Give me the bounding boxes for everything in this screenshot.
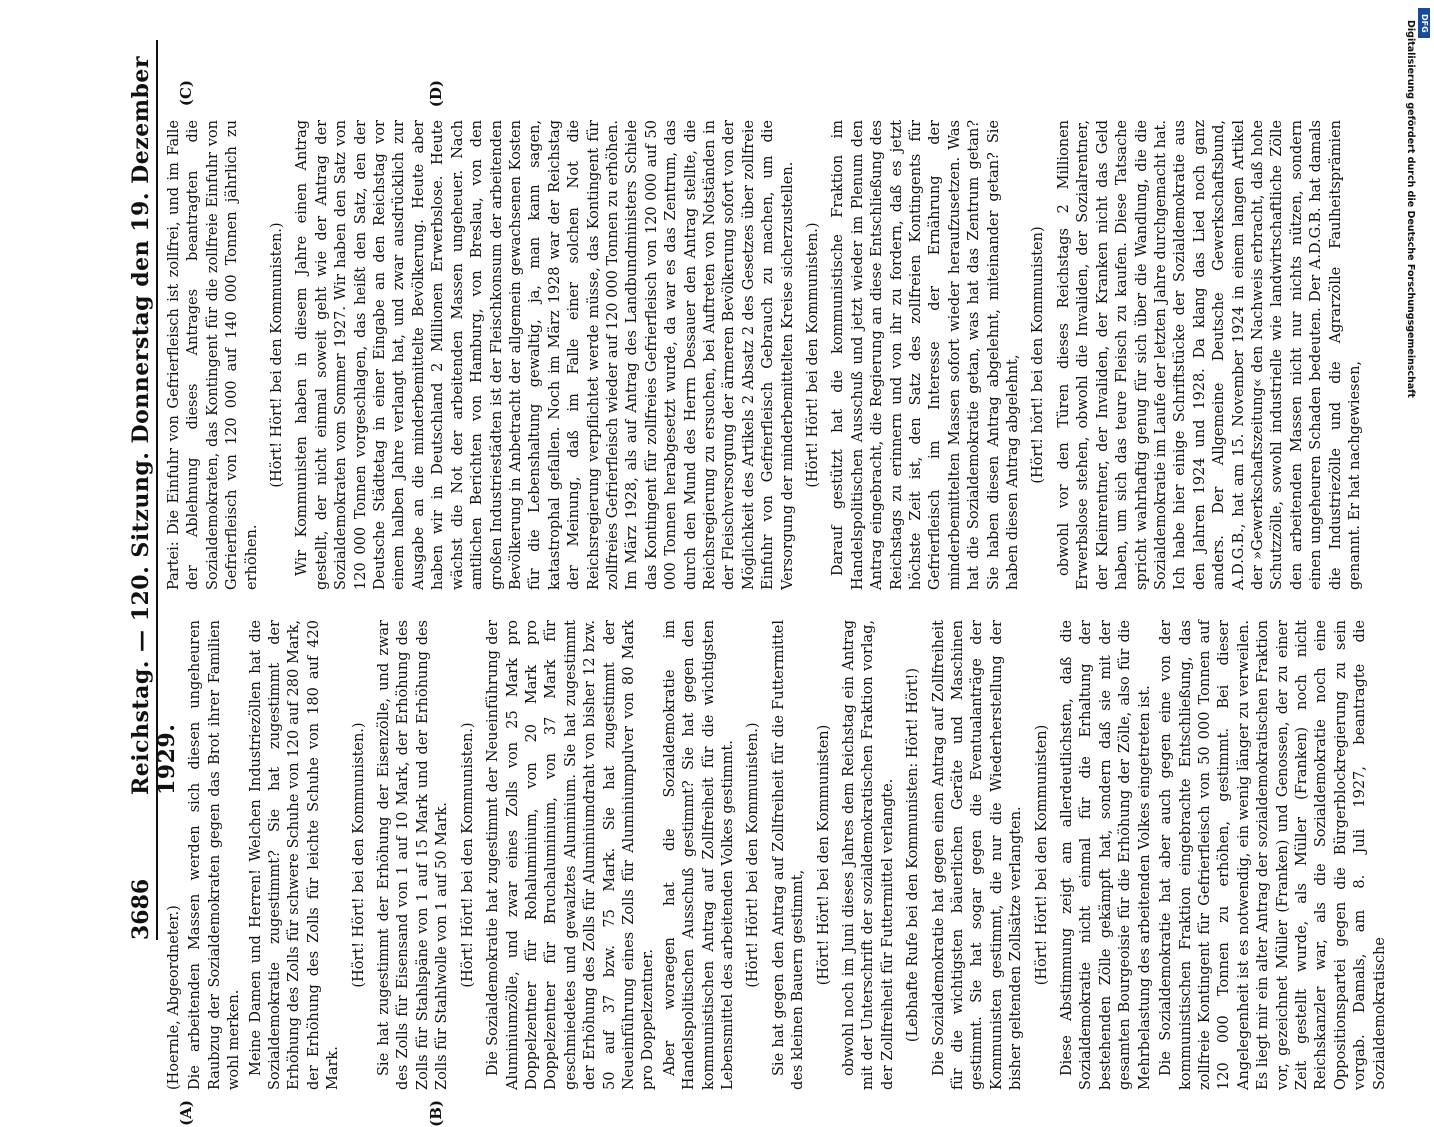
paragraph: (Hoernle, Abgeordneter.)	[166, 905, 182, 1090]
page-header	[118, 40, 180, 940]
paragraph: obwohl vor den Türen dieses Reichstags 2 Millionen Erwerbslose stehen, obwohl die Invaliden, der Sozialrentner, der Kleinrentner, der Invaliden, der Kranken nicht das Geld haben, um sich das teure Fleisch zu kaufen. Diese Tatsache spricht wahrhaftig genug für sich über die Wandlung, die die Sozialdemokratie im Laufe der letzten Jahre durchgemacht hat. Ich habe hier einige Schriftstücke der Sozialdemokratie aus den Jahren 1924 und 1928. Da klang das Lied noch ganz anders. Der Allgemeine Deutsche Gewerkschaftsbund, A.D.G.B., hat am 15. November 1924 in einem langen Artikel der »Gewerkschaftszeitung« den Nachweis erbracht, daß hohe Schutzzölle, sowohl industrielle wie landwirtschaftliche Zölle den arbeitenden Massen nicht nur nichts nützen, sondern einen ungeheuren Schaden bedeuten. Der A.D.G.B. hat damals die Industriezölle und die Agrarzölle Faulheitsprämien genannt. Er hat nachgewiesen,	[1055, 120, 1363, 590]
paragraph: Die Sozialdemokratie hat zugestimmt der Neueinführung der Aluminiumzölle, und zwar eines Zolls von 25 Mark pro Doppelzentner für Rohaluminium, von 20 Mark pro Doppelzentner für Bruchaluminium, von 37 Mark für geschmiedetes und gewalztes Aluminium. Sie hat zugestimmt der Erhöhung des Zolls für Aluminiumdraht von bisher 12 bzw. 50 auf 37 bzw. 75 Mark. Sie hat zugestimmt der Neueinführung eines Zolls für Aluminiumpulver von 80 Mark pro Doppelzentner.	[485, 620, 657, 1090]
margin-letter-b: (B)	[427, 1100, 445, 1127]
interjection: (Lebhafte Rufe bei den Kommunisten: Hört! Hört!)	[905, 667, 922, 1043]
interjection: (Hört! Hört! bei den Kommunisten.)	[745, 722, 762, 988]
page-number: 3686	[128, 878, 154, 940]
paragraph: Sie hat gegen den Antrag auf Zollfreiheit für die Futtermittel des kleinen Bauern gestimmt,	[770, 620, 807, 1090]
interjection: (Hört! Hört! bei den Kommunisten.)	[269, 222, 286, 488]
paragraph: Darauf gestützt hat die kommunistische Fraktion im Handelspolitischen Ausschuß und jetzt wieder im Plenum den Antrag eingebracht, die Regierung an diese Entschließung des Reichstags zu erinnern und von ihr zu fordern, daß es jetzt höchste Zeit ist, den Satz des zollfreien Kontingents für Gefrierfleisch im Interesse der Ernährung der minderbemittelten Massen sofort wieder heraufzusetzen. Was hat die Sozialdemokratie getan, was hat das Zentrum getan? Sie haben diesen Antrag abgelehnt, miteinander getan? Sie haben diesen Antrag abgelehnt,	[830, 120, 1022, 590]
dfg-logo: DFG	[1418, 8, 1430, 38]
paragraph: Die arbeitenden Massen werden sich diesen ungeheuren Raubzug der Sozialdemokraten gegen das Brot ihrer Familien wohl merken.	[187, 620, 243, 1090]
paragraph: Meine Damen und Herren! Welchen Industriezöllen hat die Sozialdemokratie zugestimmt? Sie hat zugestimmt der Erhöhung des Zolls für schwere Schuhe von 120 auf 280 Mark, der Erhöhung des Zolls für leichte Schuhe von 180 auf 420 Mark.	[247, 620, 342, 1090]
paragraph: Partei: Die Einfuhr von Gefrierfleisch ist zollfrei, und im Falle der Ablehnung dieses Antrages beantragten die Sozialdemokraten, das Kontingent für die zollfreie Einfuhr von Gefrierfleisch von 120 000 auf 140 000 Tonnen jährlich zu erhöhen.	[166, 120, 260, 590]
paragraph: Sie hat zugestimmt der Erhöhung der Eisenzölle, und zwar des Zolls für Eisensand von 1 auf 10 Mark, der Erhöhung des Zolls für Stahlspäne von 1 auf 15 Mark und der Erhöhung des Zolls für Stahlwolle von 1 auf 50 Mark.	[376, 620, 451, 1090]
paragraph: Die Sozialdemokratie hat gegen einen Antrag auf Zollfreiheit für die wichtigsten bäuerlichen Geräte und Maschinen gestimmt. Sie hat sogar gegen die Eventualanträge der Kommunisten gestimmt, die nur die Wiederherstellung der bisher geltenden Zollsätze verlangten.	[930, 620, 1025, 1090]
right-column	[165, 120, 1363, 590]
header-rule	[156, 40, 158, 940]
interjection: (Hört! hört! bei den Kommunisten)	[1030, 226, 1047, 484]
paragraph: Die Sozialdemokratie hat aber auch gegen eine von der kommunistischen Fraktion eingebrachte Entschließung, das zollfreie Kontingent für Gefrierfleisch von 50 000 Tonnen auf 120 000 Tonnen zu erhöhen, gestimmt. Bei dieser Angelegenheit ist es notwendig, ein wenig länger zu verweilen. Es liegt mir ein alter Antrag der sozialdemokratischen Fraktion vor, gezeichnet Müller (Franken) und Genossen, der zu einer Zeit gestellt wurde, als Müller (Franken) noch nicht Reichskanzler war, als die Sozialdemokratie noch eine Oppositionspartei gegen die Bürgerblockregierung zu sein vorgab. Damals, am 8. Juli 1927, beantragte die Sozialdemokratische	[1158, 620, 1388, 1090]
interjection: (Hört! Hört! bei den Kommunisten.)	[350, 722, 367, 988]
paragraph: Wir Kommunisten haben in diesem Jahre einen Antrag gestellt, der nicht einmal soweit geht wie der Antrag der Sozialdemokraten vom Sommer 1927. Wir haben den Satz von 120 000 Tonnen vorgeschlagen, das heißt den Satz, den der Deutsche Städtetag in einer Eingabe an den Reichstag vor einem halben Jahre verlangt hat, und zwar ausdrücklich zur Ausgabe an die minderbemittelte Bevölkerung. Heute aber haben wir in Deutschland 2 Millionen Erwerbslose. Heute wächst die Not der arbeitenden Massen ungeheuer. Nach amtlichen Berichten von Hamburg, von Breslau, von den großen Industriestädten ist der Fleischkonsum der arbeitenden Bevölkerung in Anbetracht der allgemein gewachsenen Kosten für die Lebenshaltung gewaltig, ja, man kann sagen, katastrophal gefallen. Noch im März 1928 war der Reichstag der Meinung, daß im Falle einer solchen Not die Reichsregierung verpflichtet werde müsse, das Kontingent für zollfreies Gefrierfleisch wieder auf 120 000 Tonnen zu erhöhen. Im März 1928, als auf Antrag des Landbundministers Schiele das Kontingent für zollfreies Gefrierfleisch von 120 000 auf 50 000 Tonnen herabgesetzt wurde, da war es das Zentrum, das durch den Mund des Herrn Dessauer den Antrag stellte, die Reichsregierung zu ersuchen, bei Auftreten von Notständen in der Fleischversorgung der ärmeren Bevölkerung sofort von der Möglichkeit des Artikels 2 Absatz 2 des Gesetzes über zollfreie Einfuhr von Gefrierfleisch Gebrauch zu machen, um die Versorgung der minderbemittelten Kreise sicherzustellen.	[294, 120, 796, 590]
paragraph: Aber woraegen hat die Sozialdemokratie im Handelspolitischen Ausschuß gestimmt? Sie hat gegen den kommunistischen Antrag auf Zollfreiheit für die wichtigsten Lebensmittel des arbeitenden Volkes gestimmt.	[661, 620, 736, 1090]
paragraph: Diese Abstimmung zeigt am allerdeutlichsten, daß die Sozialdemokratie nicht einmal für die Erhaltung der bestehenden Zölle gekämpft hat, sondern daß sie mit der gesamten Bourgeoisie für die Erhöhung der Zölle, also für die Mehrbelastung des arbeitenden Volkes eingetreten ist.	[1059, 620, 1153, 1090]
running-head: Reichstag. — 120. Sitzung. Donnerstag den 19. Dezember 1929.	[128, 56, 180, 795]
digitization-note-text: Digitalisierung gefördert durch die Deutsche Forschungsgemeinschaft	[1405, 20, 1416, 398]
interjection: (Hört! Hört! bei den Kommunisten)	[815, 724, 832, 986]
paragraph: obwohl noch im Juni dieses Jahres dem Reichstag ein Antrag mit der Unterschrift der sozialdemokratischen Fraktion vorlag, der Zollfreiheit für Futtermittel verlangte.	[841, 620, 896, 1090]
margin-letter-a: (A)	[177, 1100, 195, 1126]
interjection: (Hört! Hört! bei den Kommunisten)	[1033, 724, 1050, 986]
margin-letter-d: (D)	[427, 80, 445, 108]
interjection: (Hört! Hört! bei den Kommunisten.)	[459, 722, 476, 988]
digitization-note	[1402, 20, 1416, 980]
left-column	[165, 620, 1388, 1090]
interjection: (Hört! Hört! bei den Kommunisten.)	[805, 222, 821, 488]
margin-letter-c: (C)	[177, 80, 195, 107]
